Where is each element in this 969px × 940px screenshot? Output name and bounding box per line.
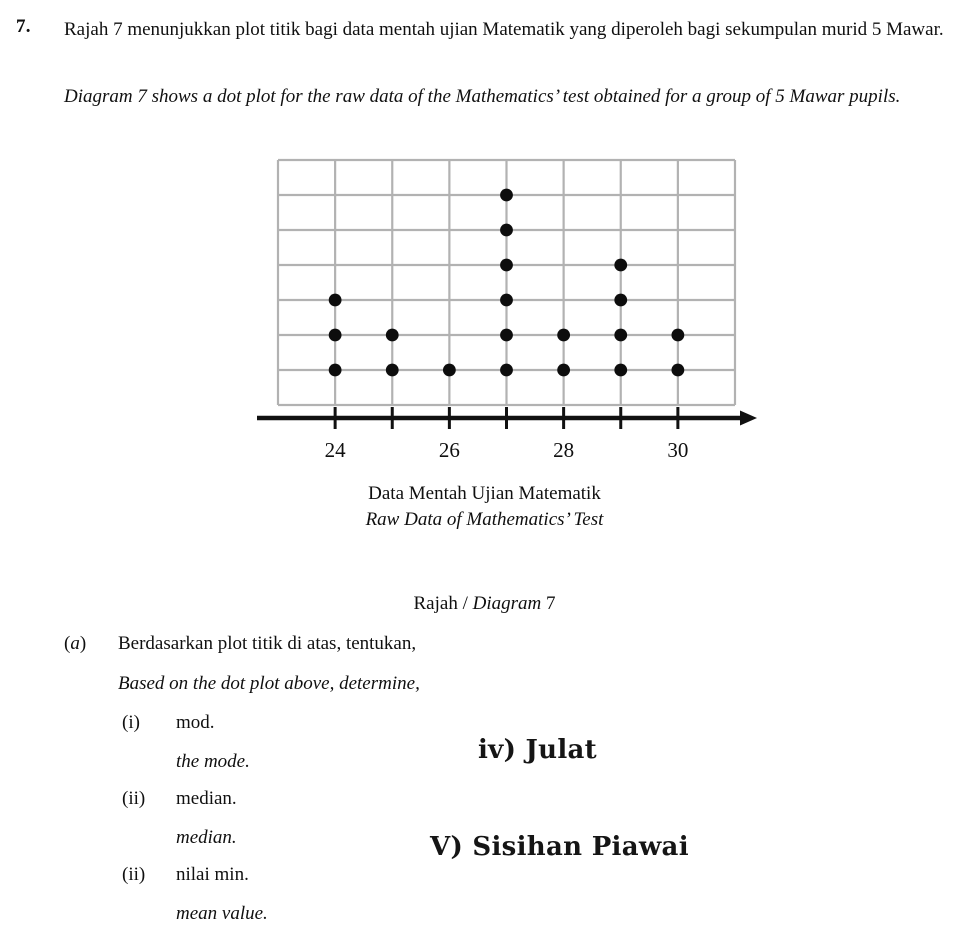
sub-item-iii: [0, 864, 969, 940]
part-a-prompt-english: Based on the dot plot above, determine,: [118, 673, 420, 694]
sub-item-iii-english: mean value.: [176, 903, 268, 924]
diagram-label-number: 7: [545, 593, 556, 614]
question-stem-english: Diagram 7 shows a dot plot for the raw data of the Mathematics’ test obtained for a group of 5 Mawar pupils.: [64, 86, 901, 107]
sub-item-iii-malay: nilai min.: [176, 864, 249, 885]
sub-item-i-malay: mod.: [176, 712, 215, 733]
diagram-label-english: Diagram: [472, 593, 542, 614]
diagram-label-malay: Rajah /: [413, 593, 468, 614]
dot-plot-figure: [0, 146, 969, 546]
part-a-marker-close: ): [79, 633, 87, 654]
sub-item-i-english: the mode.: [176, 751, 250, 772]
chart-caption-malay: Data Mentah Ujian Matematik: [368, 483, 601, 504]
annotation-julat: iv) Julat: [478, 735, 597, 765]
sub-item-ii-english: median.: [176, 827, 237, 848]
chart-caption-english: Raw Data of Mathematics’ Test: [365, 509, 604, 530]
part-a-marker-letter: a: [70, 633, 80, 654]
sub-item-ii-malay: median.: [176, 788, 237, 809]
svg-text:26: 26: [438, 438, 460, 462]
part-a-marker-open: (: [64, 633, 71, 654]
svg-text:28: 28: [553, 438, 575, 462]
sub-item-i-marker: (i): [122, 712, 140, 733]
question-number: 7.: [16, 16, 31, 37]
svg-text:30: 30: [667, 438, 689, 462]
sub-item-ii-marker: (ii): [122, 788, 146, 809]
sub-item-iii-marker: (ii): [122, 864, 146, 885]
chart-x-axis-tick-labels: [325, 438, 689, 462]
diagram-label: [0, 593, 969, 615]
annotation-sisihan: V) Sisihan Piawai: [430, 832, 689, 862]
part-a-prompt-malay: Berdasarkan plot titik di atas, tentukan,: [118, 633, 417, 654]
part-a-marker: [64, 633, 86, 655]
svg-text:24: 24: [324, 438, 346, 462]
question-stem-malay: Rajah 7 menunjukkan plot titik bagi data mentah ujian Matematik yang diperoleh bagi sekumpulan murid 5 Mawar.: [64, 19, 944, 40]
